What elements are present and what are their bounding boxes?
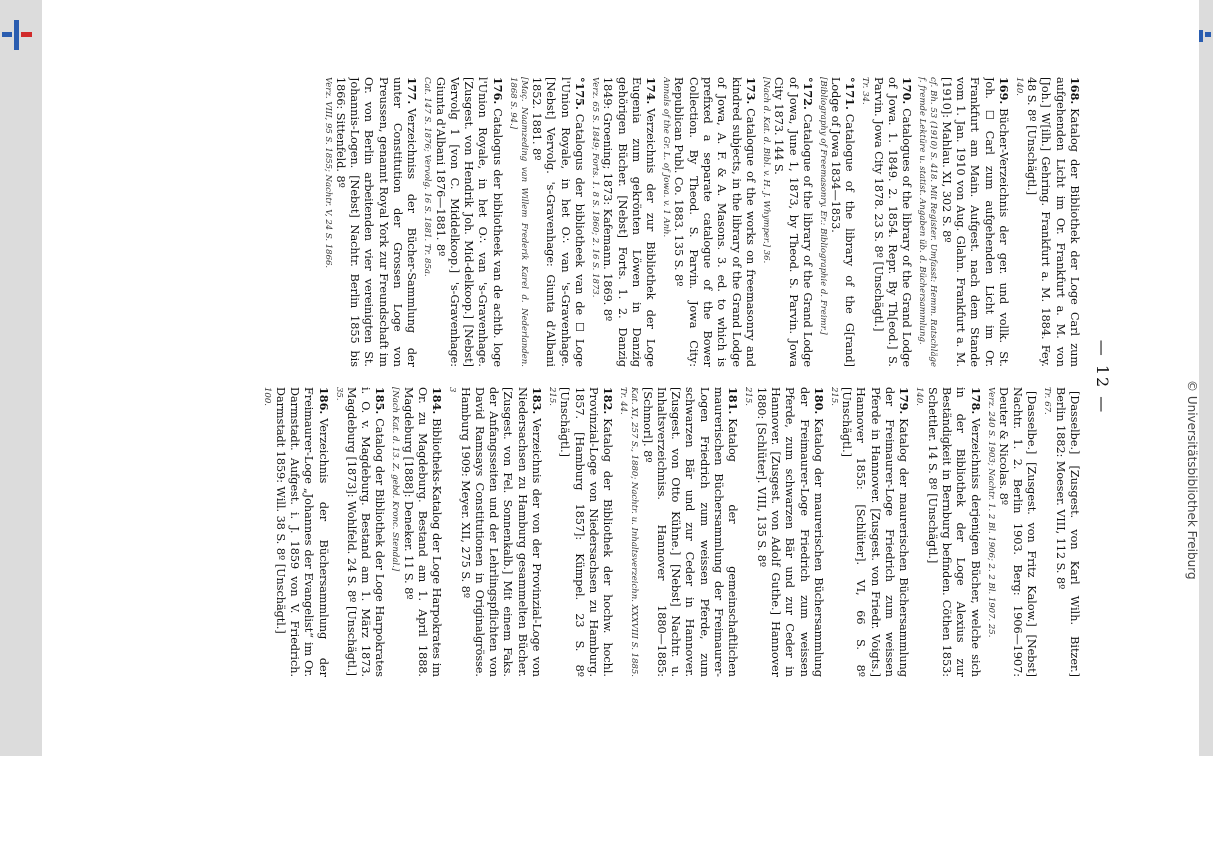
catalog-entry (828, 387, 911, 677)
entry-note: Verz. 240 S. 1903; Nachtr. 1. 2 Bl. 1906; 2. 2 Bl. 1907. 25. (985, 387, 996, 638)
catalog-entry (421, 77, 504, 367)
entry-note: 140. (1013, 77, 1024, 96)
catalog-entry (660, 77, 758, 367)
entry-note: 140. (914, 387, 925, 406)
catalog-entry (817, 77, 858, 367)
entry-text: Verzeichnis der von der Provinzial-Loge von Niedersachsen zu Hamburg gesammelten Bücher. [Zusgest. von Fel. Sonnenkalb.] Mit einem Faks. der Anfangsseiten und der Lehrlingspflichten von David Ramsays Constitutionen in Originalgrösse. Hamburg 1909: Meyer. XII, 275 S. 8º (458, 387, 544, 677)
entry-text: Verzeichnis der zur Bibliothek der Loge Eugenia zum gekrönten Löwen in Danzig gehörigen Bücher. [Nebst] Forts. 1. 2. Danzig 1849: Groening; 1873: Kafemann. 1869. 8º (601, 77, 658, 367)
left-margin-bar (0, 0, 42, 756)
entry-number: 177. (405, 77, 420, 105)
entry-number: 185. (373, 387, 388, 415)
entry-note: Annals of the Gr. L. of Jowa. v. 1 Anh. (661, 77, 672, 238)
catalog-entry (333, 387, 388, 677)
entry-text: Bibliotheks-Katalog der Loge Harpokrates im Or. zu Magdeburg. Bestand am 1. April 1888. Magdeburg [1888]: Deneker. 11 S. 8º (401, 387, 444, 677)
entry-text: Verzeichniss der Bücher-Sammlung der unter Constitution der Grossen Loge von Preussen, genannt Royal York zur Freundschaft im Or. von Berlin arbeitenden vier vereinigten St. Johannis-Logen. [Nebst] Nachtr. Berlin 1855 bis 1866: Sittenfeld. 8º (333, 77, 419, 367)
left-column (122, 77, 1082, 367)
entry-number: °171. (843, 77, 858, 110)
entry-text: Catalogus der bibliotheek van de ☐ Loge l'Union Royale, in het O∴ van 's-Gravenhage. [Nebst] Vervolg. 's-Gravenhage: Giunta d'Albani 1852. 1881. 8º (530, 77, 586, 367)
entry-text: Verzeichniss derjenigen Bücher, welche sich in der Bibliothek der Loge Alexius zur Beständigkeit in Bernburg befinden. Cöthen 1853: Schettler. 14 S. 8º [Unschägtl.] (925, 387, 982, 677)
catalog-entry (261, 387, 330, 677)
entry-note: Cat. 147 S. 1876; Vervolg. 16 S. 1881. Tr. 85a. (422, 77, 433, 277)
catalog-entry (913, 387, 982, 677)
entry-text: Catalogue of the library of the Grand Lodge of Jowa, June 1, 1873, by Theod. S. Parvin. Jowa City 1873. 144 S. (772, 77, 814, 367)
entry-text: Katalog der gemeinschaftlichen maurerischen Büchersammlung der Freimaurer-Logen Friedrich zum weissen Pferde, zum schwarzen Bär und zur Ceder in Hannover. [Zusgest. von Otto Kühne.] [Nebst] Nachtr. u. Inhaltsverzeichniss. Hannover 1880—1885: [Schmorl]. 8º (640, 387, 740, 677)
entry-number: 173. (743, 77, 758, 105)
entry-note: [Bibliography of Freemasonry. Er.: Bibliographie d. Freimr.] (817, 77, 828, 335)
entry-note: cf. Bh. 53 (1910) S. 418. Mit Register. Umfasst: Hemm. Ratschläge f. fremde Lektüre u. statist. Angaben üb. d. Büchersammlung. (917, 77, 939, 367)
catalog-entry (322, 77, 420, 367)
entry-note: 215. (547, 387, 558, 406)
entry-number: 170. (900, 77, 915, 105)
entry-note: Verz. 65 S. 1849; Forts. 1. 8 S. 1860; 2. 16 S. 1873. (589, 77, 600, 298)
entry-text: Bücher-Verzeichnis der ger. und vollk. St. Joh. ☐ Carl zum aufgehenden Licht im Or. Frankfurt am Main. Aufgest. nach dem Stande vom 1. Jan. 1910 von Aug. Glahn. Frankfurt a. M. [1910]: Mahlau. XI, 302 S. 8º (939, 77, 1010, 367)
entry-text: Verzeichnis der Büchersammlung der Freimaurer-Loge „Johannes der Evangelist“ im Or. Darmstadt. Aufgest. i. J. 1859 von V. Friedrich. Darmstadt 1859: Will. 38 S. 8º [Unschägtl.] (273, 387, 330, 677)
entry-number: 184. (430, 387, 445, 415)
entry-number: 181. (726, 387, 741, 415)
rotated-page-content (112, 72, 1112, 682)
entry-note: 3 (447, 387, 458, 393)
entry-note: [Maç. Naamzeding van Willem Frederik Karel d. Nederlanden. 1868 S. 94.] (507, 77, 529, 367)
entry-number: °172. (800, 77, 815, 110)
catalog-entry (546, 387, 615, 677)
entry-text: [Dasselbe.] [Zusgest. von Karl Wilh. Bitzer.] Berlin 1882: Moeser. VIII, 112 S. 8º (1053, 387, 1081, 677)
entry-text: Catalog der Bibliothek der Loge Harpokrates i. O. v. Magdeburg. Bestand am 1. März 1873. Magdeburg [1873]: Wohlfeld. 24 S. 8º [Unschägtl.] (344, 387, 387, 677)
entry-number: 180. (811, 387, 826, 415)
catalog-entry (859, 77, 914, 367)
entry-number: 179. (897, 387, 912, 415)
page-number: — 12 — (1093, 339, 1112, 415)
credit-right-text: © Universitätsbibliothek Freiburg (1185, 380, 1199, 580)
catalog-entry (589, 77, 658, 367)
right-column (122, 387, 1082, 677)
entry-text: Catalogues of the library of the Grand Lodge of Jowa. 1. 1849. 2. 1854. Repr. By Th[eod.] S. Parvin. Jowa City 1878. 23 S. 8º [Unschägtl.] (871, 77, 914, 367)
entry-note: Tr. 67. (1042, 387, 1053, 415)
catalog-entry (916, 77, 1010, 367)
entry-text: Catalogus der bibliotheek van de achtb. loge l'Union Royale, in het O∴ van 's-Gravenhage. [Zusgest. von Hendrik Joh. Mid-delkoop.] [Nebst] Vervolg 1 [von C. Middelkoop.] 's-Gravenhage: Giunta d'Albani 1876—1881. 8º (433, 77, 504, 367)
catalog-entry (617, 387, 740, 677)
entry-note: [Nach Kat. d. 13. Z. gebd. Kronc. Stendal.] (390, 387, 401, 572)
entry-text: [Dasselbe.] [Zusgest. von Fritz Kalow.] [Nebst] Nachtr. 1. 2. Berlin 1903. Berg: 1906—1907: Deuter & Nicolas. 8º (996, 387, 1039, 677)
entry-number: 182. (601, 387, 616, 415)
catalog-entry (1041, 387, 1082, 677)
entry-number: 186. (316, 387, 331, 415)
catalog-entry (446, 387, 544, 677)
library-logo-right-icon (1199, 20, 1211, 50)
entry-note: Verz. VIII, 95 S. 1855; Nachtr. V, 24 S. 1866. (322, 77, 333, 269)
entry-text: Katalog der Bibliothek der Loge Carl zum aufgehenden Licht im Or. Frankfurt a. M. von [Joh.] W[ilh.] Gehring. Frankfurt a. M. 1884. Fey. 48 S. 8º [Unschägtl.] (1025, 77, 1081, 367)
entry-number: 169. (996, 77, 1011, 105)
catalog-entry (389, 387, 444, 677)
entry-note: 100. (262, 387, 273, 406)
entry-note: 35. (333, 387, 344, 401)
entry-note: [Nach d. Kat. d. Bibl. v. H. J. Whymper.] 36. (760, 77, 771, 264)
entry-number: 183. (530, 387, 545, 415)
library-logo-icon (2, 20, 32, 50)
catalog-entry (507, 77, 587, 367)
entry-text: Catalogue of the works on freemasonry and kindred subjects, in the library of the Grand Lodge of Jowa, A. F. & A. Masons. 3. ed. to which is prefixed a separate catalogue of the Bower Collection. By Theod. S. Parvin. Jowa City: Republican Publ. Co. 1883. 135 S. 8º (672, 77, 757, 367)
entry-number: °175. (572, 77, 587, 110)
entry-note: 215. (743, 387, 754, 406)
catalog-entry (760, 77, 815, 367)
entry-number: 168. (1068, 77, 1082, 105)
catalog-entry (742, 387, 825, 677)
entry-note: 215. (828, 387, 839, 406)
entry-text: Katalog der maurerischen Büchersammlung der Freimaurer-Loge Friedrich zum weissen Pferde in Hannover. [Zusgest. von Friedr. Voigts.] Hannover 1855: [Schlüter]. VI, 66 S. 8º [Unschägtl.] (840, 387, 911, 677)
scanned-page (112, 72, 1112, 682)
entry-number: 174. (644, 77, 659, 105)
catalog-entry (1013, 77, 1082, 367)
entry-number: 176. (490, 77, 505, 105)
right-margin-bar (1199, 0, 1213, 756)
entry-number: 178. (968, 387, 983, 415)
entry-text: Catalogue of the library of the G[rand] Lodge of Jowa 1834—1853. (829, 77, 857, 367)
catalog-entry (985, 387, 1040, 677)
entry-text: Katalog der maurerischen Büchersammlung der Freimaurer-Loge Friedrich zum weissen Pferde, zum schwarzen Bär und zur Ceder in Hannover. [Zusgest. von Adolf Guthe.] Hannover 1880: [Schlüter]. VIII, 135 S. 8º (754, 387, 825, 677)
entry-note: Kat. XI, 257 S., 1880; Nachtr. u. Inhaltsverzeichn. XXXVIII S. 1885. Tr. 44. (618, 387, 640, 677)
entry-note: Tr. 34. (860, 77, 871, 105)
entry-text: Katalog der Bibliothek der hochw. hochl. Provinzial-Loge von Niedersachsen zu Hamburg. 1857. [Hamburg 1857]: Kümpel. 23 S. 8º [Unschägtl.] (558, 387, 615, 677)
